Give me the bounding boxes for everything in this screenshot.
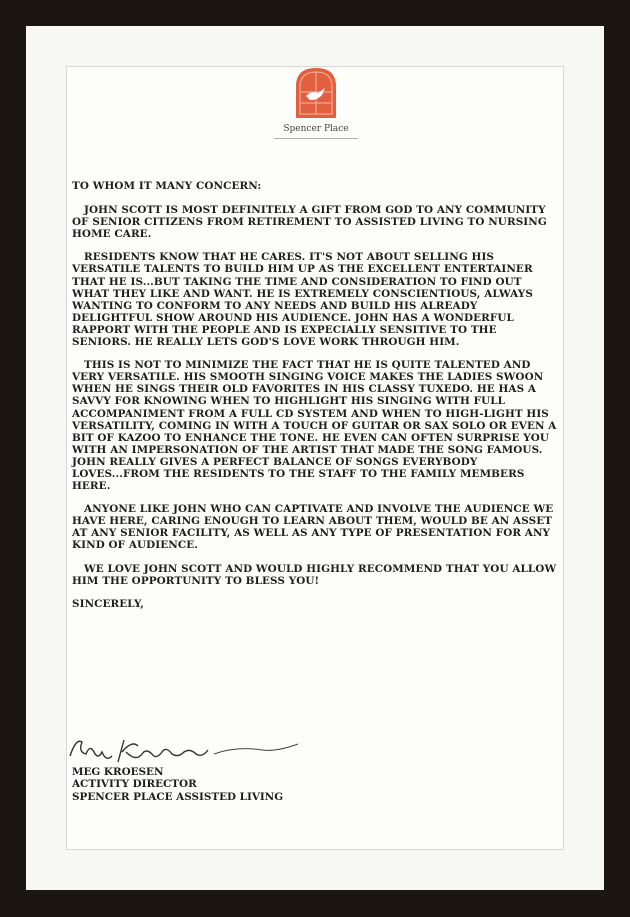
signature-block xyxy=(72,766,283,803)
handwritten-signature-icon xyxy=(66,732,306,766)
frame-mat xyxy=(26,26,604,890)
paragraph-1: JOHN SCOTT IS MOST DEFINITELY A GIFT FROM GOD TO ANY COMMUNITY OF SENIOR CITIZENS FROM RETIREMENT TO ASSISTED LIVING TO NURSING HOME CARE. xyxy=(72,204,547,241)
salutation: TO WHOM IT MANY CONCERN: xyxy=(72,180,262,192)
signer-title: ACTIVITY DIRECTOR xyxy=(72,778,197,791)
church-window-icon xyxy=(294,66,338,118)
closing: SINCERELY, xyxy=(72,597,144,610)
paragraph-3: THIS IS NOT TO MINIMIZE THE FACT THAT HE IS QUITE TALENTED AND VERY VERSATILE. HIS SMOOTH SINGING VOICE MAKES THE LADIES SWOON WHEN HE SINGS THEIR OLD FAVORITES IN HIS CLASSY TUXEDO. HE HAS A SAVVY FOR KNOWING WHEN TO HIGHLIGHT HIS SINGING WITH FULL ACCOMPANIMENT FROM A FULL CD SYSTEM AND WHEN TO HIGH-LIGHT HIS VERSATILITY, COMING IN WITH A TOUCH OF GUITAR OR SAX SOLO OR EVEN A BIT OF KAZOO TO ENHANCE THE TONE. HE EVEN CAN OFTEN SURPRISE YOU WITH AN IMPERSONATION OF THE ARTIST THAT MADE THE SONG FAMOUS. JOHN REALLY GIVES A PERFECT BALANCE OF SONGS EVERYBODY LOVES...FROM THE RESIDENTS TO THE STAFF TO THE FAMILY MEMBERS HERE. xyxy=(72,359,557,493)
paragraph-5: WE LOVE JOHN SCOTT AND WOULD HIGHLY RECOMMEND THAT YOU ALLOW HIM THE OPPORTUNITY TO BLESS YOU! xyxy=(72,562,557,587)
paragraph-2: RESIDENTS KNOW THAT HE CARES. IT'S NOT ABOUT SELLING HIS VERSATILE TALENTS TO BUILD HIM UP AS THE EXCELLENT ENTERTAINER THAT HE IS...BUT TAKING THE TIME AND CONSIDERATION TO FIND OUT WHAT THEY LIKE AND WANT. HE IS EXTREMELY CONSCIENTIOUS, ALWAYS WANTING TO CONFORM TO ANY NEEDS AND BUILD HIS ALREADY DELIGHTFUL SHOW AROUND HIS AUDIENCE. JOHN HAS A WONDERFUL RAPPORT WITH THE PEOPLE AND IS EXPECIALLY SENSITIVE TO THE SENIORS. HE REALLY LETS GOD'S LOVE WORK THROUGH HIM. xyxy=(72,251,533,349)
signer-name: MEG KROESEN xyxy=(72,766,164,778)
signer-organization: SPENCER PLACE ASSISTED LIVING xyxy=(72,790,284,803)
letter-page xyxy=(66,66,564,850)
letter-body xyxy=(72,180,558,618)
paragraph-4: ANYONE LIKE JOHN WHO CAN CAPTIVATE AND INVOLVE THE AUDIENCE WE HAVE HERE, CARING ENOUGH TO LEARN ABOUT THEM, WOULD BE AN ASSET AT ANY SENIOR FACILITY, AS WELL AS ANY TYPE OF PRESENTATION FOR ANY KIND OF AUDIENCE. xyxy=(72,503,554,552)
letterhead-rule xyxy=(274,138,358,139)
organization-name: Spencer Place xyxy=(283,124,349,134)
